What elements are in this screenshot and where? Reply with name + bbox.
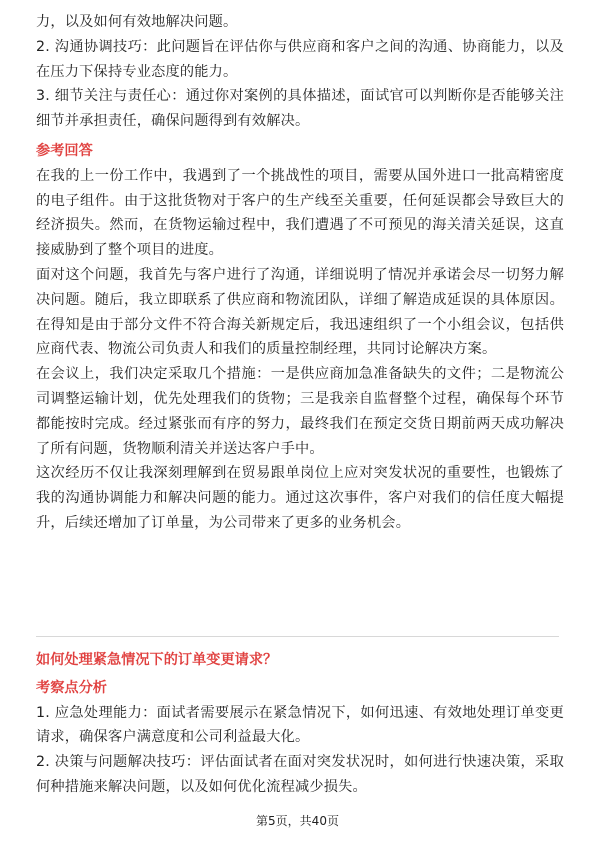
section-heading: 考察点分析 <box>36 679 107 696</box>
section-heading: 参考回答 <box>36 142 93 159</box>
paragraph: 3. 细节关注与责任心：通过你对案例的具体描述，面试官可以判断你是否能够关注细节并承担责任，确保问题得到有效解决。 <box>36 88 564 130</box>
divider <box>36 636 559 637</box>
paragraph: 1. 应急处理能力：面试者需要展示在紧急情况下，如何迅速、有效地处理订单变更请求，确保客户满意度和公司利益最大化。 <box>36 704 564 746</box>
paragraph: 在会议上，我们决定采取几个措施：一是供应商加急准备缺失的文件；二是物流公司调整运输计划，优先处理我们的货物；三是我亲自监督整个过程，确保每个环节都能按时完成。经过紧张而有序的努力，最终我们在预定交货日期前两天成功解决了所有问题，货物顺利清关并送达客户手中。 <box>36 366 564 457</box>
paragraph: 力，以及如何有效地解决问题。 <box>36 14 238 30</box>
page-number: 第5页，共40页 <box>256 814 339 828</box>
paragraph: 面对这个问题，我首先与客户进行了沟通，详细说明了情况并承诺会尽一切努力解决问题。随后，我立即联系了供应商和物流团队，详细了解造成延误的具体原因。在得知是由于部分文件不符合海关新规定后，我迅速组织了一个小组会议，包括供应商代表、物流公司负责人和我们的质量控制经理，共同讨论解决方案。 <box>36 266 564 358</box>
paragraph: 这次经历不仅让我深刻理解到在贸易跟单岗位上应对突发状况的重要性，也锻炼了我的沟通协调能力和解决问题的能力。通过这次事件，客户对我们的信任度大幅提升，后续还增加了订单量，为公司带来了更多的业务机会。 <box>36 465 564 531</box>
paragraph: 2. 决策与问题解决技巧：评估面试者在面对突发状况时，如何进行快速决策，采取何种措施来解决问题，以及如何优化流程减少损失。 <box>36 754 564 795</box>
question-section <box>36 648 564 800</box>
question-title: 如何处理紧急情况下的订单变更请求？ <box>36 652 278 668</box>
paragraph: 2. 沟通协调技巧：此问题旨在评估你与供应商和客户之间的沟通、协商能力，以及在压力下保持专业态度的能力。 <box>36 38 564 80</box>
paragraph: 在我的上一份工作中，我遇到了一个挑战性的项目，需要从国外进口一批高精密度的电子组件。由于这批货物对于客户的生产线至关重要，任何延误都会导致巨大的经济损失。然而，在货物运输过程中，我们遭遇了不可预见的海关清关延误，这直接威胁到了整个项目的进度。 <box>36 167 564 259</box>
page-content <box>36 10 564 536</box>
